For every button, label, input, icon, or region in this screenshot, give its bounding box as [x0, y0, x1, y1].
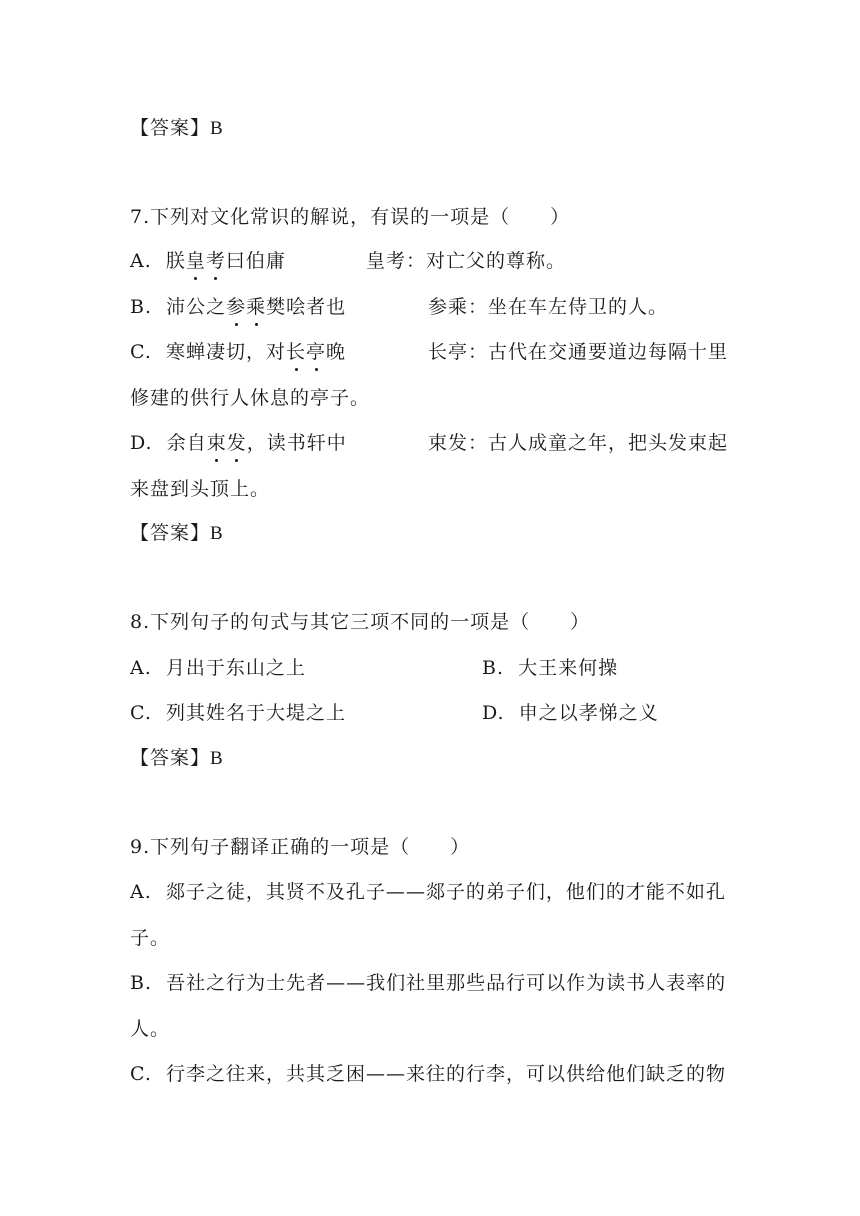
answer-label: 【答案】: [130, 747, 211, 769]
option-letter: C.: [130, 1063, 152, 1085]
answer-line-q6: [130, 116, 224, 141]
question-8-option-a: [130, 656, 306, 680]
option-text-pre: 沛公之: [166, 296, 227, 318]
question-9-option-a: [130, 880, 726, 904]
question-7-option-d: [130, 431, 347, 455]
option-text-post: ，读书轩中: [246, 432, 347, 454]
option-text-pre: 寒蝉凄切，对: [166, 341, 287, 363]
question-7-option-a: [130, 249, 286, 273]
question-7-explain-a: 皇考：对亡父的尊称。: [366, 250, 567, 272]
question-7-explain-d-cont: 来盘到头顶上。: [130, 478, 271, 500]
option-text: 申之以孝悌之义: [518, 702, 659, 724]
option-letter: C.: [130, 702, 152, 724]
emphasis-char: 皇: [185, 250, 206, 272]
option-text-post: 樊哙者也: [266, 296, 347, 318]
question-7-explain-c: 长亭：古代在交通要道边每隔十里: [428, 341, 729, 363]
emphasis-char: 束: [206, 432, 227, 454]
option-text-post: 曰伯庸: [225, 250, 286, 272]
question-7-explain-b: 参乘：坐在车左侍卫的人。: [428, 296, 669, 318]
question-8-option-d: [482, 701, 659, 725]
option-text: 吾社之行为士先者——我们社里那些品行可以作为读书人表率的: [166, 972, 727, 994]
answer-label: 【答案】: [130, 117, 211, 139]
option-letter: B.: [130, 972, 153, 994]
option-letter: C.: [130, 341, 152, 363]
question-7-explain-d: 束发：古人成童之年，把头发束起: [428, 432, 729, 454]
question-9-option-b: [130, 971, 726, 995]
option-letter: B.: [130, 296, 153, 318]
answer-value: B: [210, 118, 224, 139]
emphasis-text: [207, 432, 247, 454]
option-text: 大王来何操: [518, 657, 619, 679]
option-text-post: 晚: [326, 341, 347, 363]
option-letter: A.: [130, 881, 152, 903]
question-8-option-c: [130, 701, 346, 725]
option-text: 月出于东山之上: [165, 657, 306, 679]
question-8-stem: 8.下列句子的句式与其它三项不同的一项是（ ）: [130, 611, 591, 633]
answer-value: B: [210, 748, 224, 769]
option-text-pre: 余自: [166, 432, 207, 454]
option-text: 行李之往来，共其乏困——来往的行李，可以供给他们缺乏的物: [166, 1063, 727, 1085]
emphasis-char: 考: [205, 250, 226, 272]
question-9-option-a-cont: 子。: [130, 927, 171, 949]
question-7-option-b: [130, 295, 346, 319]
emphasis-text: [286, 341, 326, 363]
question-7-explain-c-cont: 修建的供行人休息的亭子。: [130, 387, 371, 409]
option-text: 列其姓名于大堤之上: [166, 702, 347, 724]
emphasis-char: 亭: [306, 341, 327, 363]
emphasis-char: 参: [226, 296, 247, 318]
option-letter: D.: [482, 702, 505, 724]
emphasis-char: 发: [226, 432, 247, 454]
option-letter: D.: [130, 432, 153, 454]
answer-label: 【答案】: [130, 522, 211, 544]
answer-value: B: [210, 523, 224, 544]
emphasis-char: 乘: [246, 296, 267, 318]
question-9-option-c: [130, 1062, 726, 1086]
question-9-option-b-cont: 人。: [130, 1018, 171, 1040]
question-8-option-b: [482, 656, 618, 680]
option-text-pre: 朕: [165, 250, 186, 272]
emphasis-char: 长: [286, 341, 307, 363]
emphasis-text: [226, 296, 266, 318]
option-letter: A.: [130, 250, 152, 272]
answer-line-q8: [130, 746, 224, 771]
option-text: 郯子之徒，其贤不及孔子——郯子的弟子们，他们的才能不如孔: [165, 881, 726, 903]
question-7-stem: 7.下列对文化常识的解说，有误的一项是（ ）: [130, 206, 571, 228]
option-letter: A.: [130, 657, 152, 679]
question-9-stem: 9.下列句子翻译正确的一项是（ ）: [130, 836, 471, 858]
answer-line-q7: [130, 521, 224, 546]
emphasis-text: [186, 250, 226, 272]
question-7-option-c: [130, 340, 346, 364]
option-letter: B.: [482, 657, 505, 679]
